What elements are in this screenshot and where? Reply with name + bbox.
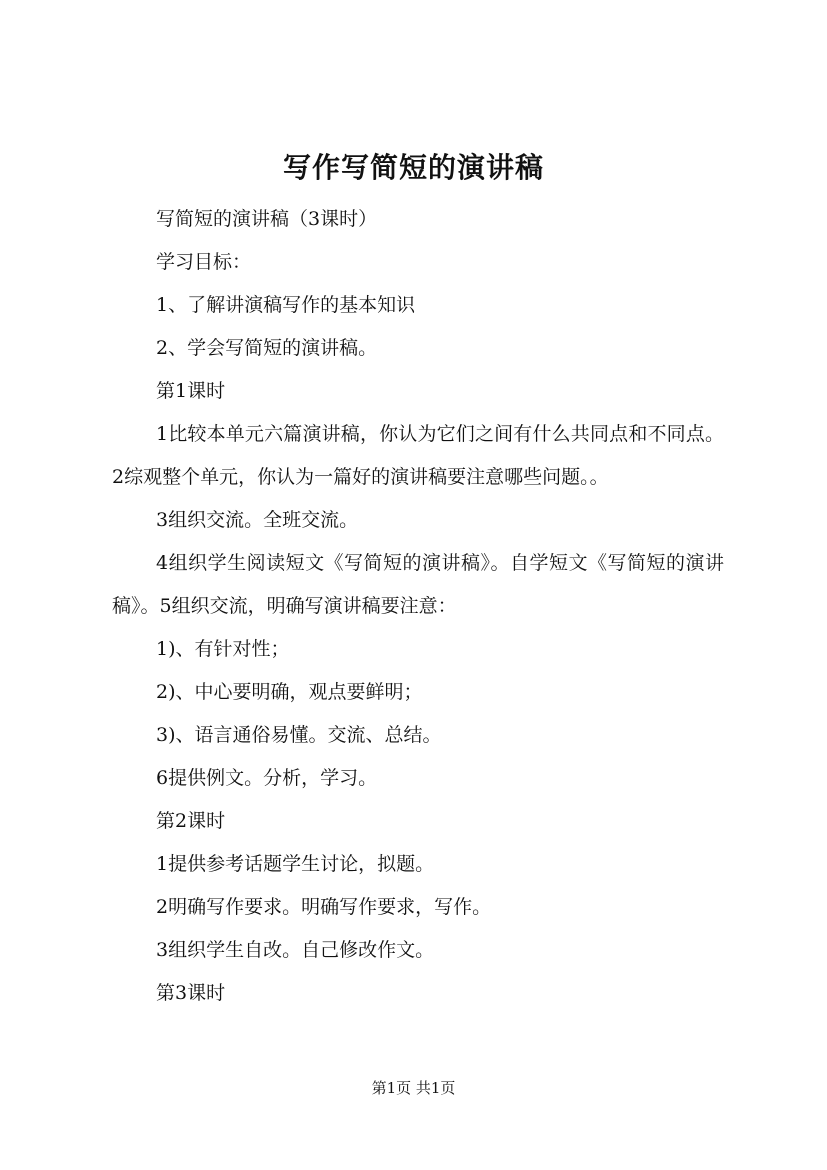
- paragraph: 3组织学生自改。自己修改作文。: [156, 939, 435, 961]
- paragraph: 2明确写作要求。明确写作要求，写作。: [156, 896, 492, 918]
- paragraph: 3组织交流。全班交流。: [156, 509, 359, 531]
- document-title: 写作写简短的演讲稿: [282, 151, 544, 184]
- paragraph: 3)、语言通俗易懂。交流、总结。: [156, 724, 442, 746]
- paragraph: 第3课时: [156, 982, 226, 1004]
- paragraph: 1)、有针对性；: [156, 638, 290, 660]
- paragraph: 1提供参考话题学生讨论，拟题。: [156, 853, 435, 875]
- paragraph: 写简短的演讲稿（3课时）: [156, 208, 378, 230]
- paragraph: 1比较本单元六篇演讲稿，你认为它们之间有什么共同点和不同点。2综观整个单元，你认为一篇好的演讲稿要注意哪些问题。。: [112, 423, 724, 488]
- page-footer: 第1页 共1页: [371, 1079, 456, 1097]
- paragraph: 第1课时: [156, 380, 226, 402]
- paragraph: 第2课时: [156, 810, 226, 832]
- paragraph: 1、了解讲演稿写作的基本知识: [156, 294, 416, 316]
- document-body: [112, 198, 724, 1015]
- paragraph: 2、学会写简短的演讲稿。: [156, 337, 378, 359]
- paragraph: 6提供例文。分析，学习。: [156, 767, 378, 789]
- paragraph: 4组织学生阅读短文《写简短的演讲稿》。自学短文《写简短的演讲稿》。5组织交流，明确写演讲稿要注意：: [112, 552, 724, 617]
- paragraph: 2)、中心要明确，观点要鲜明；: [156, 681, 423, 703]
- paragraph: 学习目标：: [156, 251, 252, 273]
